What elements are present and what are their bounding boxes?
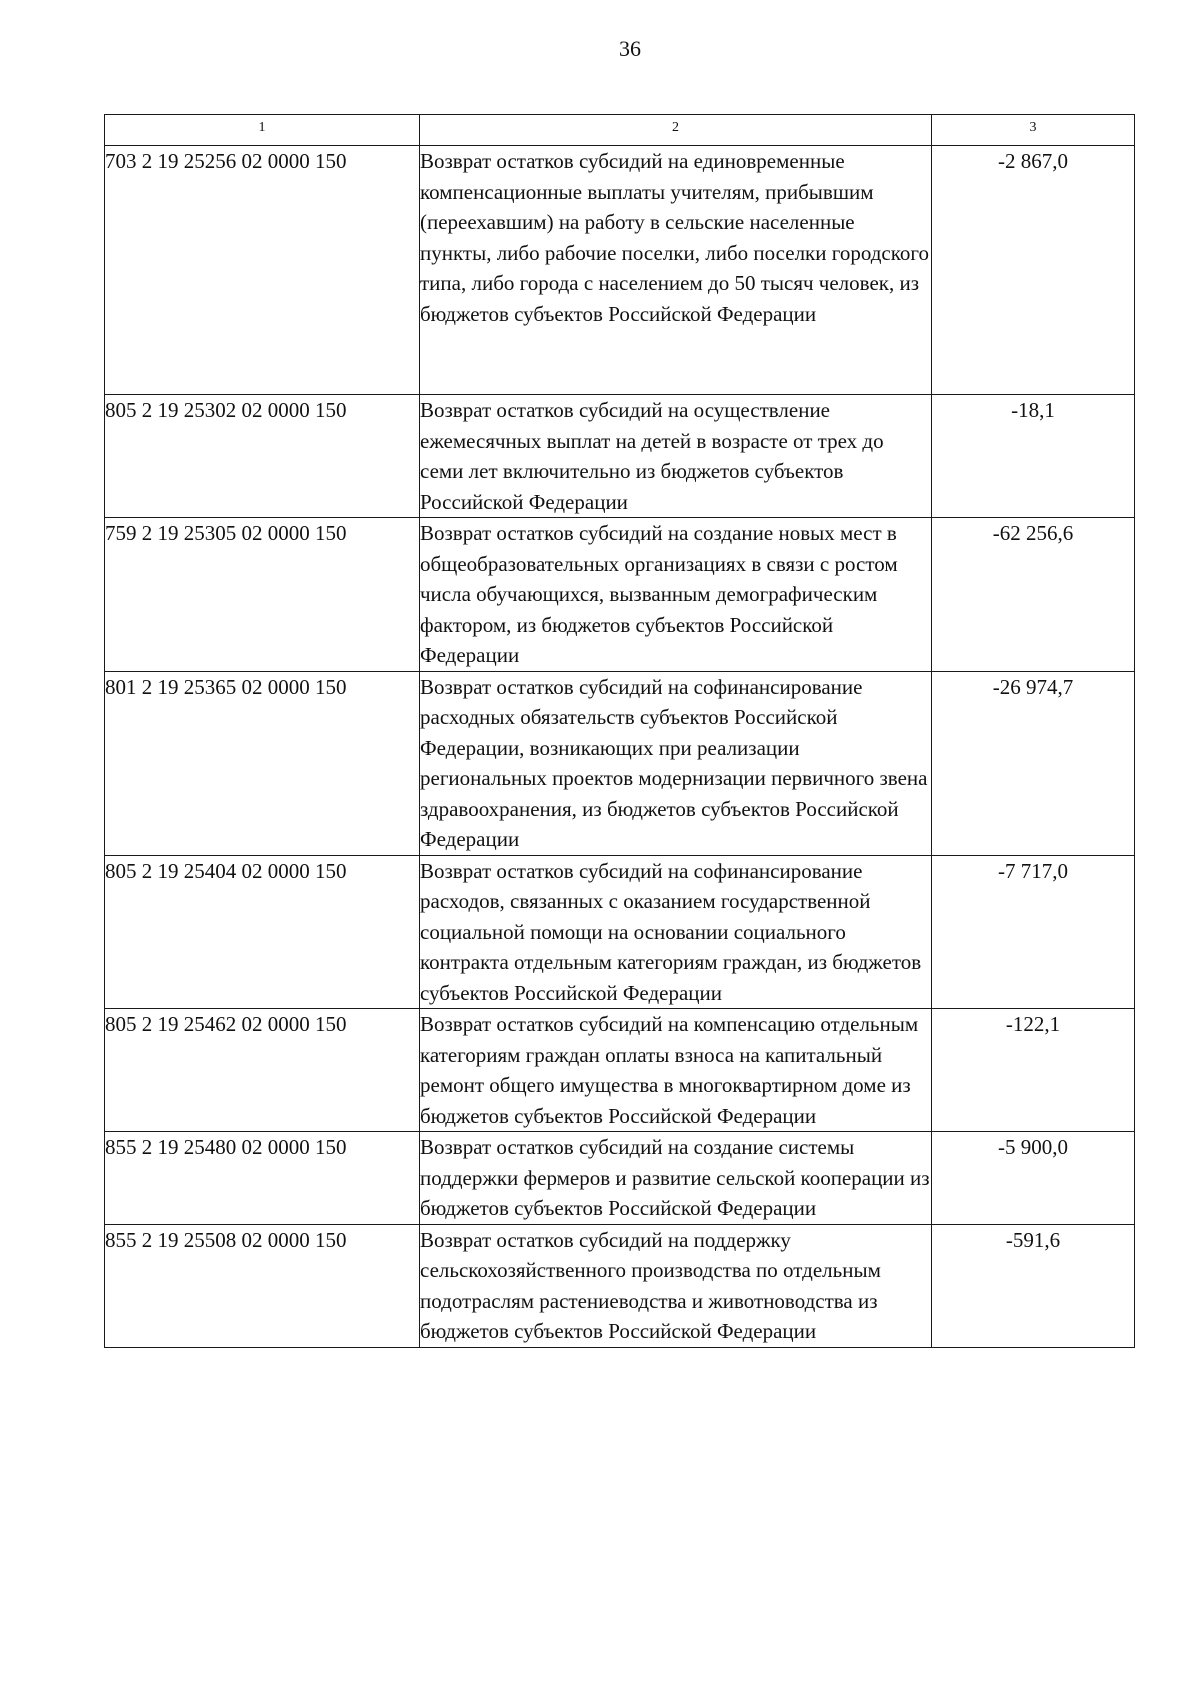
- item-description: Возврат остатков субсидий на поддержку сельскохозяйственного производства по отдельным подотраслям растениеводства и животноводства из бюджетов субъектов Российской Федерации: [420, 1224, 932, 1347]
- budget-code: 759 2 19 25305 02 0000 150: [105, 518, 420, 672]
- table-row: [105, 1224, 1135, 1347]
- table-row: [105, 1009, 1135, 1132]
- budget-code: 805 2 19 25462 02 0000 150: [105, 1009, 420, 1132]
- item-description: Возврат остатков субсидий на софинансирование расходов, связанных с оказанием государственной социальной помощи на основании социального контракта отдельным категориям граждан, из бюджетов субъектов Российской Федерации: [420, 855, 932, 1009]
- table-row: [105, 518, 1135, 672]
- amount-value: -2 867,0: [932, 146, 1135, 395]
- amount-value: -122,1: [932, 1009, 1135, 1132]
- amount-value: -5 900,0: [932, 1132, 1135, 1225]
- budget-code: 855 2 19 25480 02 0000 150: [105, 1132, 420, 1225]
- item-description: Возврат остатков субсидий на компенсацию отдельным категориям граждан оплаты взноса на капитальный ремонт общего имущества в многоквартирном доме из бюджетов субъектов Российской Федерации: [420, 1009, 932, 1132]
- item-description: Возврат остатков субсидий на создание системы поддержки фермеров и развитие сельской кооперации из бюджетов субъектов Российской Федерации: [420, 1132, 932, 1225]
- table-row: [105, 855, 1135, 1009]
- amount-value: -7 717,0: [932, 855, 1135, 1009]
- budget-code: 703 2 19 25256 02 0000 150: [105, 146, 420, 395]
- table-row: [105, 146, 1135, 395]
- column-header-1: 1: [105, 115, 420, 146]
- amount-value: -591,6: [932, 1224, 1135, 1347]
- table-row: [105, 395, 1135, 518]
- budget-table: [104, 114, 1135, 1348]
- item-description: Возврат остатков субсидий на единовременные компенсационные выплаты учителям, прибывшим (переехавшим) на работу в сельские населенные пункты, либо рабочие поселки, либо поселки городского типа, либо города с населением до 50 тысяч человек, из бюджетов субъектов Российской Федерации: [420, 146, 932, 395]
- budget-code: 801 2 19 25365 02 0000 150: [105, 671, 420, 855]
- item-description: Возврат остатков субсидий на создание новых мест в общеобразовательных организациях в связи с ростом числа обучающихся, вызванным демографическим фактором, из бюджетов субъектов Российской Федерации: [420, 518, 932, 672]
- budget-code: 855 2 19 25508 02 0000 150: [105, 1224, 420, 1347]
- column-header-3: 3: [932, 115, 1135, 146]
- item-description: Возврат остатков субсидий на софинансирование расходных обязательств субъектов Российской Федерации, возникающих при реализации региональных проектов модернизации первичного звена здравоохранения, из бюджетов субъектов Российской Федерации: [420, 671, 932, 855]
- budget-code: 805 2 19 25404 02 0000 150: [105, 855, 420, 1009]
- amount-value: -26 974,7: [932, 671, 1135, 855]
- amount-value: -18,1: [932, 395, 1135, 518]
- table-row: [105, 671, 1135, 855]
- page-number: 36: [619, 36, 641, 61]
- budget-code: 805 2 19 25302 02 0000 150: [105, 395, 420, 518]
- table-header-row: [105, 115, 1135, 146]
- column-header-2: 2: [420, 115, 932, 146]
- item-description: Возврат остатков субсидий на осуществление ежемесячных выплат на детей в возрасте от трех до семи лет включительно из бюджетов субъектов Российской Федерации: [420, 395, 932, 518]
- table-row: [105, 1132, 1135, 1225]
- amount-value: -62 256,6: [932, 518, 1135, 672]
